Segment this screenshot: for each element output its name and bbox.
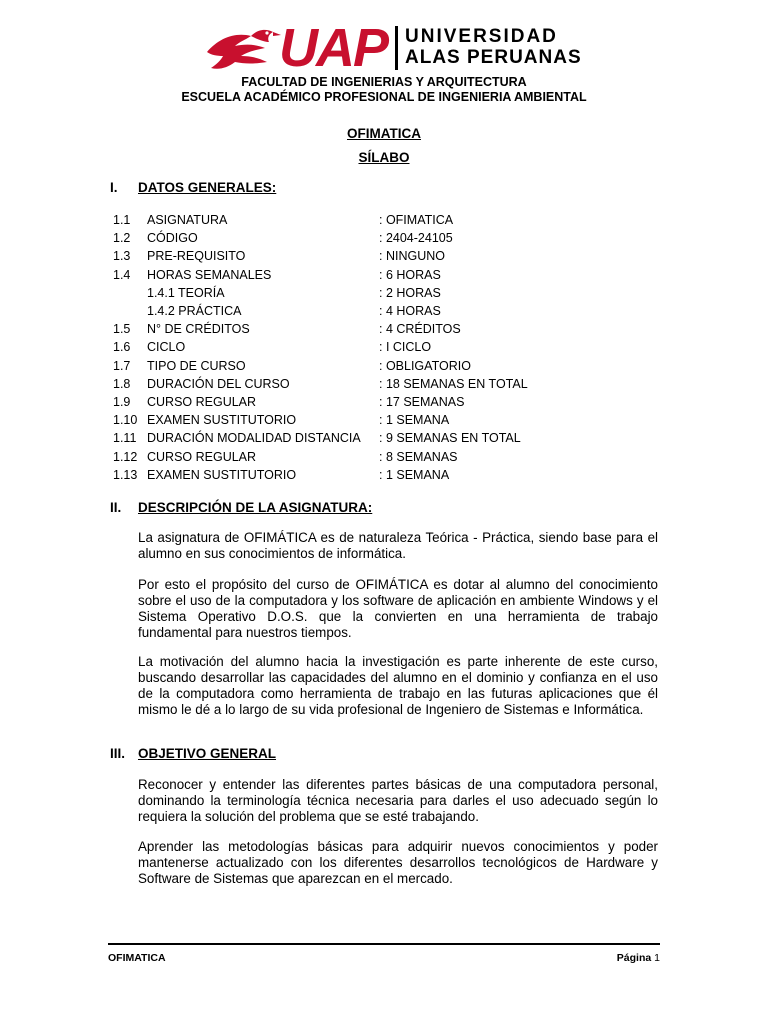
datos-row-field: HORAS SEMANALES <box>147 267 272 282</box>
datos-row-number: 1.12 <box>113 449 138 464</box>
datos-row-value: : 4 HORAS <box>379 304 441 318</box>
datos-row <box>113 467 673 483</box>
datos-row-field: CURSO REGULAR <box>147 395 257 409</box>
section-label: OBJETIVO GENERAL <box>138 746 277 761</box>
datos-row-number: 1.11 <box>113 431 137 446</box>
footer-rule <box>108 943 660 945</box>
datos-row <box>113 248 673 264</box>
datos-row-number: 1.6 <box>113 340 131 355</box>
datos-row-value: : 18 SEMANAS EN TOTAL <box>379 376 528 391</box>
datos-row-value: : 9 SEMANAS EN TOTAL <box>379 431 521 446</box>
datos-row <box>113 303 673 319</box>
datos-row-number: 1.1 <box>113 213 131 227</box>
datos-row-number: 1.10 <box>113 413 138 428</box>
datos-row <box>113 285 673 301</box>
datos-row-number: 1.2 <box>113 231 131 246</box>
datos-row-value: : 2 HORAS <box>379 285 441 300</box>
descripcion-paragraph-2: Por esto el propósito del curso de OFIMÁTICA es dotar al alumno del conocimiento sobre el uso de la computadora y los software de aplicación en ambiente Windows y el Sistema Operativo D.O.S. que la convierten en una herramienta de trabajo fundamental para nuestros tiempos. <box>138 577 658 640</box>
datos-row-field: DURACIÓN MODALIDAD DISTANCIA <box>147 431 361 446</box>
footer-page-value: 1 <box>654 952 660 964</box>
datos-row-field: EXAMEN SUSTITUTORIO <box>147 413 297 428</box>
section-heading-descripcion <box>110 500 372 515</box>
course-title: OFIMATICA <box>347 126 421 141</box>
datos-row-value: : 1 SEMANA <box>379 467 450 482</box>
section-heading-datos-generales <box>110 180 276 195</box>
university-logo <box>205 18 582 78</box>
datos-row-number: 1.4 <box>113 267 131 282</box>
datos-row-field: DURACIÓN DEL CURSO <box>147 376 290 391</box>
section-label: DATOS GENERALES: <box>138 180 277 195</box>
university-name-line2: ALAS PERUANAS <box>405 47 582 68</box>
objetivo-paragraph-1: Reconocer y entender las diferentes partes básicas de una computadora personal, dominando la terminología técnica necesaria para darles el uso adecuado según lo requiera la solución del problema que se esté trabajando. <box>138 777 658 824</box>
datos-row-field: CÓDIGO <box>147 231 198 246</box>
datos-row-value: : 2404-24105 <box>379 231 453 246</box>
footer-course-name: OFIMATICA <box>108 952 166 964</box>
datos-row-field: TIPO DE CURSO <box>147 358 246 373</box>
datos-row-value: : 4 CRÉDITOS <box>379 322 461 337</box>
section-number: I. <box>110 180 118 195</box>
section-number: III. <box>110 746 126 761</box>
datos-row <box>113 339 673 355</box>
datos-row <box>113 394 673 410</box>
datos-row <box>113 358 673 374</box>
datos-row-field: N° DE CRÉDITOS <box>147 322 250 337</box>
school-name: ESCUELA ACADÉMICO PROFESIONAL DE INGENIERIA AMBIENTAL <box>181 90 587 104</box>
university-name-line1: UNIVERSIDAD <box>405 26 558 47</box>
datos-row-field: EXAMEN SUSTITUTORIO <box>147 467 297 482</box>
datos-row <box>113 449 673 465</box>
datos-row-field: 1.4.2 PRÁCTICA <box>147 304 242 318</box>
document-subtitle: SÍLABO <box>358 150 410 165</box>
datos-row-field: ASIGNATURA <box>147 213 228 227</box>
footer-page-label: Página <box>616 952 652 964</box>
datos-row-value: : OFIMATICA <box>379 213 454 227</box>
datos-row-number: 1.13 <box>113 467 138 482</box>
datos-row <box>113 376 673 392</box>
datos-row <box>113 430 673 446</box>
section-heading-objetivo-general <box>110 746 276 761</box>
datos-row-value: : 1 SEMANA <box>379 413 450 428</box>
footer-page-number <box>617 952 660 964</box>
datos-row-field: 1.4.1 TEORÍA <box>147 285 225 300</box>
objetivo-paragraph-2: Aprender las metodologías básicas para adquirir nuevos conocimientos y poder mantenerse actualizado con los diferentes desarrollos tecnológicos de Hardware y Software de Sistemas que aparezcan en el mercado. <box>138 839 658 886</box>
datos-row <box>113 321 673 337</box>
datos-row-value: : 8 SEMANAS <box>379 449 458 464</box>
datos-row-number: 1.9 <box>113 395 131 409</box>
datos-row-value: : 17 SEMANAS <box>379 395 465 409</box>
datos-row-value: : OBLIGATORIO <box>379 358 471 373</box>
datos-row-field: CICLO <box>147 340 186 355</box>
datos-row-value: : NINGUNO <box>379 249 445 264</box>
datos-row <box>113 412 673 428</box>
datos-row-number: 1.8 <box>113 376 131 391</box>
logo-uap-text: UAP <box>279 18 388 78</box>
datos-row-number: 1.7 <box>113 358 131 373</box>
datos-row <box>113 230 673 246</box>
datos-row-value: : I CICLO <box>379 340 432 355</box>
descripcion-paragraph-3: La motivación del alumno hacia la investigación es parte inherente de este curso, buscando desarrollar las capacidades del alumno en el dominio y confianza en el uso de la computadora como herramienta de trabajo en las futuras aplicaciones que él mismo le dé a lo largo de su vida profesional de Ingeniero de Sistemas e Informática. <box>138 654 658 717</box>
datos-row-field: PRE-REQUISITO <box>147 249 246 264</box>
section-label: DESCRIPCIÓN DE LA ASIGNATURA: <box>138 500 373 515</box>
datos-row-field: CURSO REGULAR <box>147 449 257 464</box>
datos-row <box>113 212 673 228</box>
datos-row <box>113 267 673 283</box>
section-number: II. <box>110 500 122 515</box>
datos-row-value: : 6 HORAS <box>379 267 441 282</box>
faculty-name: FACULTAD DE INGENIERIAS Y ARQUITECTURA <box>241 75 527 89</box>
descripcion-paragraph-1: La asignatura de OFIMÁTICA es de naturaleza Teórica - Práctica, siendo base para el alumno en sus conocimientos de informática. <box>138 530 658 561</box>
logo-divider <box>395 26 398 70</box>
datos-row-number: 1.5 <box>113 322 131 337</box>
condor-emblem-icon <box>205 22 285 74</box>
datos-row-number: 1.3 <box>113 249 131 264</box>
